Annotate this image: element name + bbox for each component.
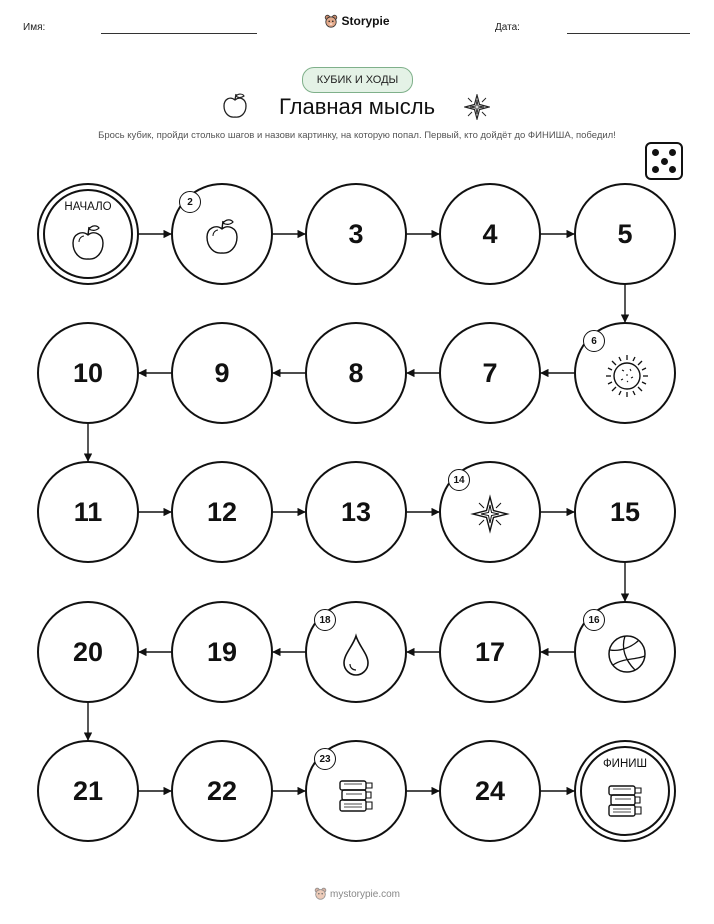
cell-number: 3: [348, 219, 364, 249]
name-label: Имя:: [23, 22, 46, 33]
books-icon: [340, 781, 372, 811]
cell-number: 5: [617, 219, 633, 249]
brand-name: Storypie: [341, 14, 390, 28]
cell-badge: 6: [583, 330, 605, 352]
date-label: Дата:: [495, 22, 520, 33]
cell-badge: 16: [583, 609, 605, 631]
instructions: Брось кубик, пройди столько шагов и назови картинку, на которую попал. Первый, кто дойдёт до ФИНИША, победил!: [98, 130, 616, 141]
books-icon: [609, 786, 641, 816]
cell-number: 8: [348, 358, 364, 388]
finish-label: ФИНИШ: [602, 758, 648, 770]
page-title: Главная мысль: [278, 94, 436, 119]
cell-number: 9: [214, 358, 230, 388]
cell-number: 10: [72, 358, 104, 388]
footer-site[interactable]: mystorypie.com: [329, 889, 400, 900]
sparkle-icon: [473, 497, 507, 531]
apple-icon: [73, 226, 103, 259]
cell-number: 4: [482, 219, 498, 249]
cell-badge: 14: [448, 469, 470, 491]
cell-badge: 23: [314, 748, 336, 770]
cell-number: 12: [206, 497, 238, 527]
cell-number: 21: [72, 776, 104, 806]
cell-number: 13: [340, 497, 372, 527]
cell-badge: 18: [314, 609, 336, 631]
cell-number: 19: [206, 637, 238, 667]
cell-number: 22: [206, 776, 238, 806]
footer: [0, 887, 714, 903]
cell-number: 17: [474, 637, 506, 667]
cell-number: 15: [609, 497, 641, 527]
cell-badge: 2: [179, 191, 201, 213]
game-tag: КУБИК И ХОДЫ: [302, 67, 413, 93]
sun-icon: [606, 355, 648, 397]
start-label: НАЧАЛО: [64, 201, 112, 213]
bear-logo-icon: [314, 887, 327, 903]
cell-number: 7: [482, 358, 498, 388]
water-drop-icon: [344, 636, 368, 675]
cell-number: 24: [474, 776, 506, 806]
volleyball-icon: [609, 636, 645, 672]
apple-icon: [207, 220, 237, 253]
cell-number: 20: [72, 637, 104, 667]
cell-number: 11: [73, 497, 103, 527]
